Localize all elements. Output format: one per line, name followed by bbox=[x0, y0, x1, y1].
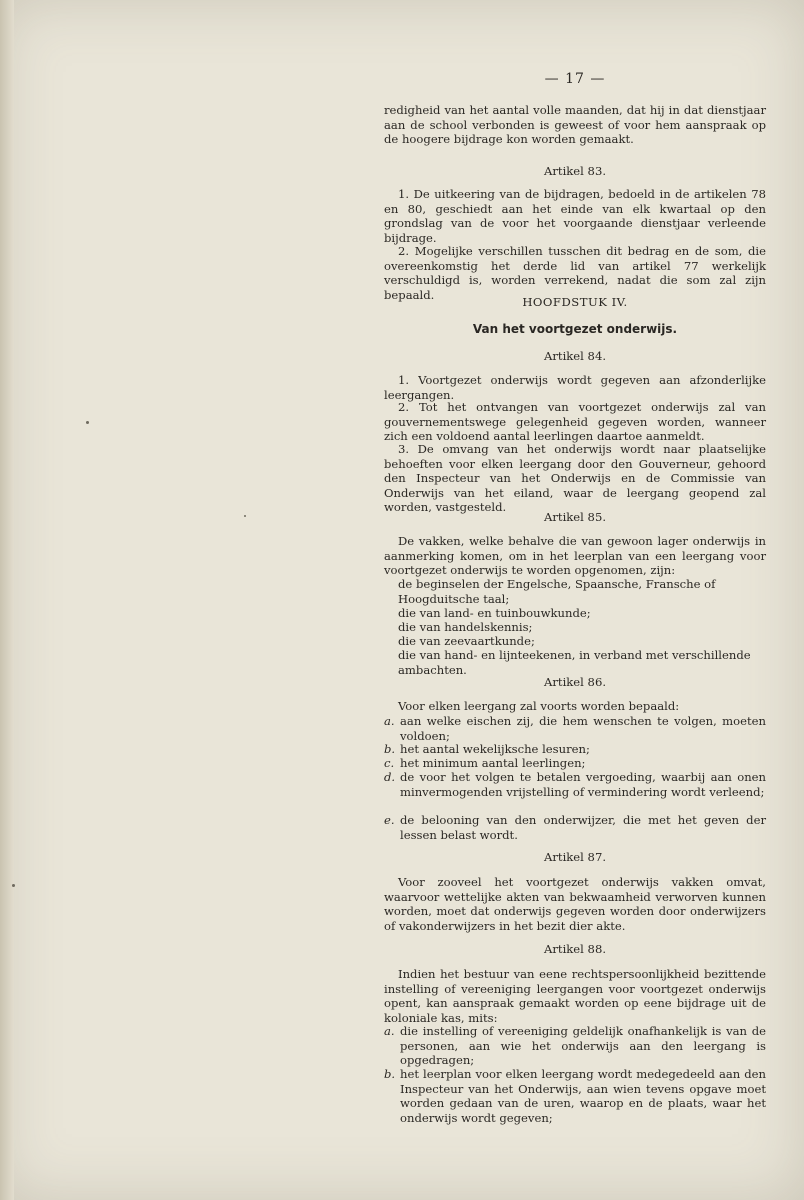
list-text: aan welke eischen zij, die hem wenschen te volgen, moeten voldoen; bbox=[400, 714, 766, 743]
article-88-item-a bbox=[384, 1024, 766, 1068]
list-text: de belooning van den onderwijzer, die met het geven der lessen belast wordt. bbox=[400, 813, 766, 842]
article-88-heading: Artikel 88. bbox=[544, 942, 606, 956]
page-gutter bbox=[0, 0, 14, 1200]
page-number: — 17 — bbox=[544, 71, 606, 87]
list-text: die instelling of vereeniging geldelijk onafhankelijk is van de personen, aan wie het onderwijs aan den leergang is opgedragen; bbox=[400, 1024, 766, 1067]
article-85-item: die van hand- en lijnteekenen, in verband met verschillende ambachten. bbox=[398, 648, 751, 677]
chapter-subtitle: Van het voortgezet onderwijs. bbox=[472, 322, 678, 336]
article-84-heading: Artikel 84. bbox=[544, 349, 606, 363]
article-85-item: die van zeevaartkunde; bbox=[398, 634, 535, 648]
article-85-intro: De vakken, welke behalve die van gewoon lager onderwijs in aanmerking komen, om in het leerplan van een leergang voor voortgezet onderwijs te worden opgenomen, zijn: bbox=[384, 534, 766, 577]
article-86-item-d bbox=[384, 770, 766, 799]
list-text: het leerplan voor elken leergang wordt medegedeeld aan den Inspecteur van het Onderwijs, aan wien tevens opgave moet worden gedaan van de uren, waarop en de plaats, waar het onderwijs wordt gegeven; bbox=[400, 1067, 766, 1125]
article-88-intro: Indien het bestuur van eene rechtspersoonlijkheid bezittende instelling of vereeniging leergangen voor voortgezet onderwijs opent, kan aanspraak gemaakt worden op eene bijdrage uit de koloniale kas, mits: bbox=[384, 967, 766, 1025]
article-85-item: die van land- en tuinbouwkunde; bbox=[398, 606, 591, 620]
article-85-heading: Artikel 85. bbox=[544, 510, 606, 524]
article-88-item-b bbox=[384, 1067, 766, 1125]
article-86-item-a bbox=[384, 714, 766, 743]
article-86-item-c bbox=[384, 756, 766, 771]
list-letter: d. bbox=[384, 770, 396, 784]
paper-speck bbox=[12, 884, 15, 887]
article-87-paragraph: Voor zooveel het voortgezet onderwijs vakken omvat, waarvoor wettelijke akten van bekwaamheid verworven kunnen worden, moet dat onderwijs gegeven worden door onderwijzers of vakonderwijzers in het bezit dier akte. bbox=[384, 875, 766, 933]
article-83-paragraph-1: 1. De uitkeering van de bijdragen, bedoeld in de artikelen 78 en 80, geschiedt aan het einde van elk kwartaal op den grondslag van de voor het voorgaande dienstjaar verleende bijdrage. bbox=[384, 187, 766, 245]
article-85-item: die van handelskennis; bbox=[398, 620, 533, 634]
article-84-paragraph-2: 2. Tot het ontvangen van voortgezet onderwijs zal van gouvernementswege gelegenheid gegeven worden, wanneer zich een voldoend aantal leerlingen daartoe aanmeldt. bbox=[384, 400, 766, 443]
list-letter: a. bbox=[384, 1024, 395, 1038]
paper-speck bbox=[86, 421, 89, 424]
article-85-item: de beginselen der Engelsche, Spaansche, Fransche of Hoogduitsche taal; bbox=[398, 577, 716, 606]
list-letter: a. bbox=[384, 714, 395, 728]
article-86-item-b bbox=[384, 742, 766, 757]
list-letter: b. bbox=[384, 1067, 396, 1081]
chapter-heading: HOOFDSTUK IV. bbox=[522, 295, 628, 309]
list-letter: b. bbox=[384, 742, 396, 756]
article-86-intro: Voor elken leergang zal voorts worden bepaald: bbox=[398, 699, 680, 713]
article-86-heading: Artikel 86. bbox=[544, 675, 606, 689]
article-84-paragraph-3: 3. De omvang van het onderwijs wordt naar plaatselijke behoeften voor elken leergang door den Gouverneur, gehoord den Inspecteur van het Onderwijs en de Commissie van Onderwijs van het eiland, waar de leergang geopend zal worden, vastgesteld. bbox=[384, 442, 766, 514]
list-text: de voor het volgen te betalen vergoeding, waarbij aan onen minvermogenden vrijstelling of vermindering wordt verleend; bbox=[400, 770, 766, 799]
continued-paragraph: redigheid van het aantal volle maanden, dat hij in dat dienstjaar aan de school verbonden is geweest of voor hem aanspraak op de hoogere bijdrage kon worden gemaakt. bbox=[384, 103, 766, 146]
list-letter: e. bbox=[384, 813, 395, 827]
article-87-heading: Artikel 87. bbox=[544, 850, 606, 864]
list-letter: c. bbox=[384, 756, 395, 770]
article-83-paragraph-2: 2. Mogelijke verschillen tusschen dit bedrag en de som, die overeenkomstig het derde lid van artikel 77 werkelijk verschuldigd is, worden verrekend, nadat die som zal zijn bepaald. bbox=[384, 244, 766, 302]
paper-speck bbox=[244, 515, 246, 517]
list-text: het aantal wekelijksche lesuren; bbox=[400, 742, 590, 756]
list-text: het minimum aantal leerlingen; bbox=[400, 756, 586, 770]
article-83-heading: Artikel 83. bbox=[544, 164, 606, 178]
article-86-item-e bbox=[384, 813, 766, 842]
article-84-paragraph-1: 1. Voortgezet onderwijs wordt gegeven aan afzonderlijke leergangen. bbox=[384, 373, 766, 402]
